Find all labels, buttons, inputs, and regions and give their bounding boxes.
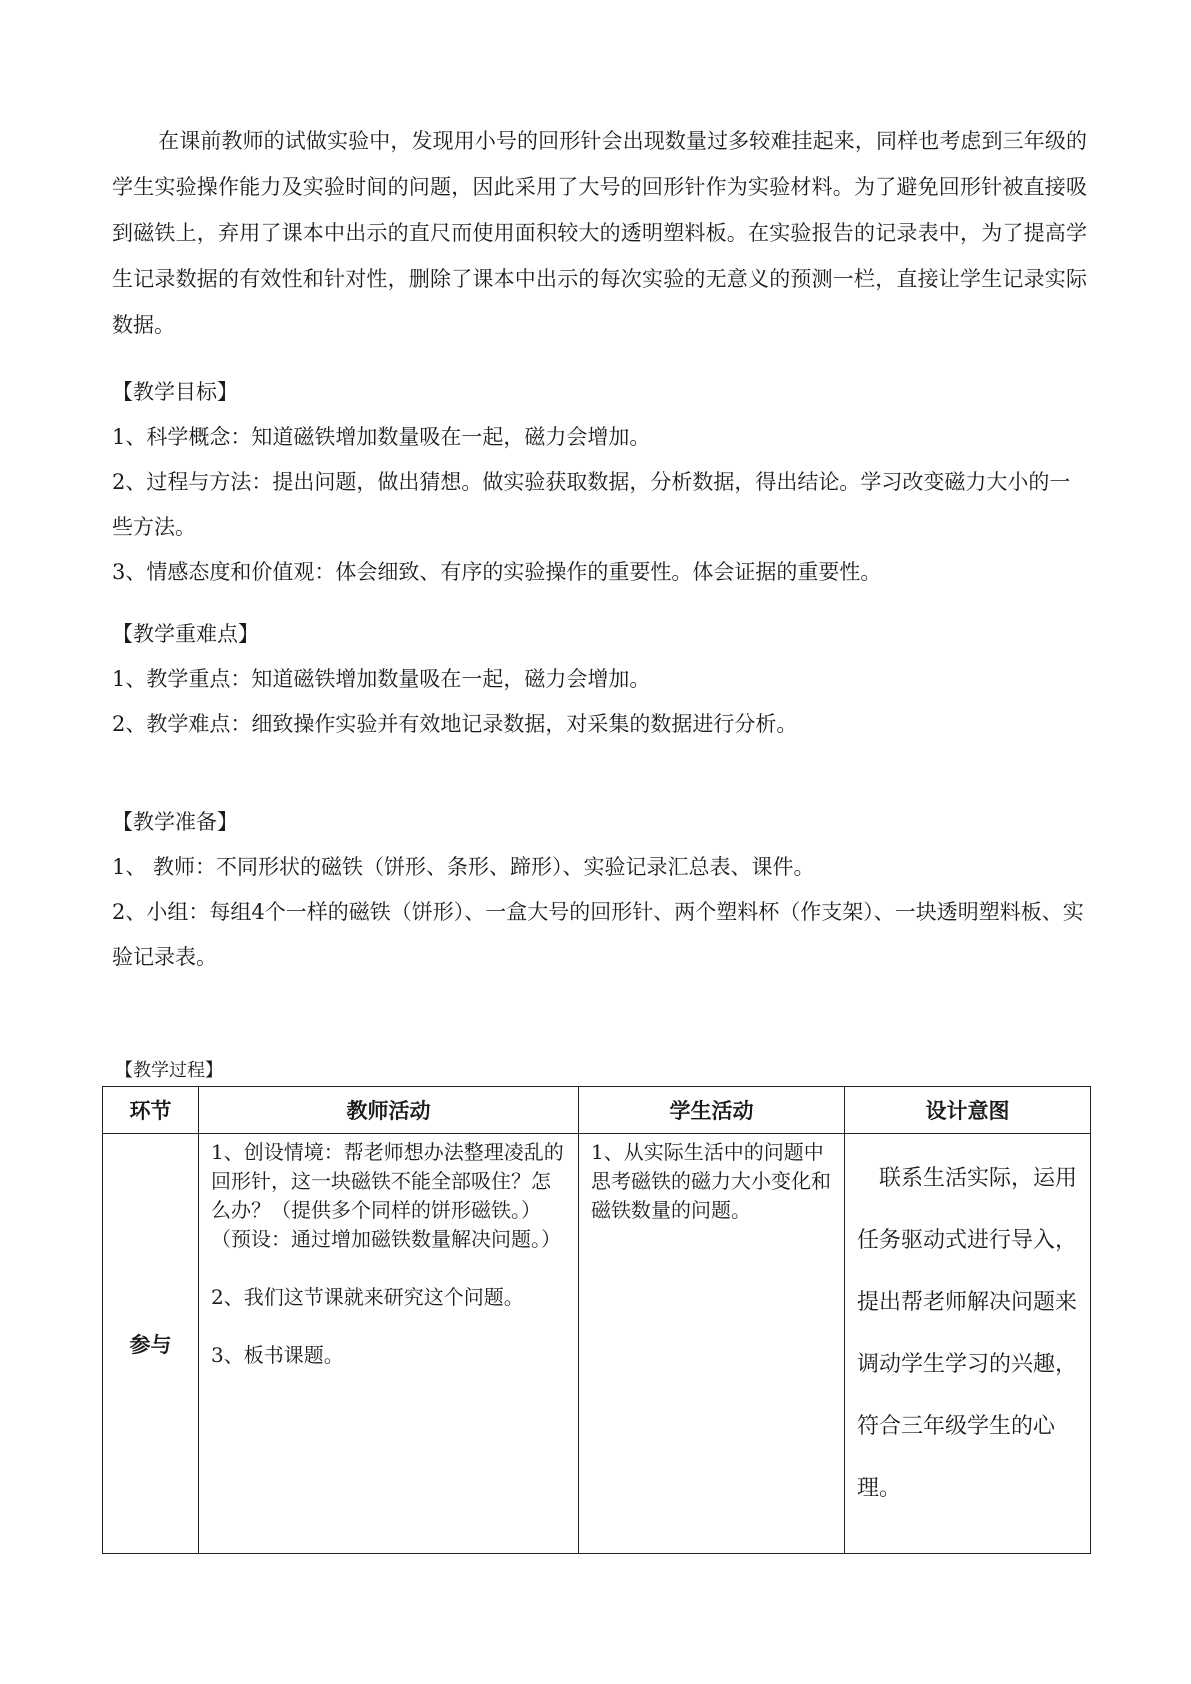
goals-heading: 【教学目标】	[112, 380, 238, 404]
stage-cell: 参与	[103, 1134, 199, 1554]
preparation-item: 1、 教师：不同形状的磁铁（饼形、条形、蹄形）、实验记录汇总表、课件。	[112, 855, 815, 879]
key-points-heading: 【教学重难点】	[112, 622, 259, 646]
teacher-activity-cell	[199, 1134, 579, 1554]
goals-section	[112, 370, 1087, 595]
student-activity-cell: 1、从实际生活中的问题中思考磁铁的磁力大小变化和磁铁数量的问题。	[579, 1134, 845, 1554]
column-header-teacher: 教师活动	[199, 1087, 579, 1134]
teacher-activity-line: （预设：通过增加磁铁数量解决问题。）	[211, 1227, 561, 1251]
intro-text: 在课前教师的试做实验中，发现用小号的回形针会出现数量过多较难挂起来，同样也考虑到三年级的学生实验操作能力及实验时间的问题，因此采用了大号的回形针作为实验材料。为了避免回形针被直接吸到磁铁上，弃用了课本中出示的直尺而使用面积较大的透明塑料板。在实验报告的记录表中，为了提高学生记录数据的有效性和针对性，删除了课本中出示的每次实验的无意义的预测一栏，直接让学生记录实际数据。	[112, 129, 1087, 337]
teacher-activity-line: 2、我们这节课就来研究这个问题。	[211, 1285, 524, 1309]
teacher-activity-line: 3、板书课题。	[211, 1343, 344, 1367]
process-heading: 【教学过程】	[115, 1060, 223, 1081]
preparation-item: 2、小组：每组4个一样的磁铁（饼形）、一盒大号的回形针、两个塑料杯（作支架）、一块透明塑料板、实验记录表。	[112, 900, 1084, 969]
teacher-activity-line: 1、创设情境：帮老师想办法整理凌乱的回形针，这一块磁铁不能全部吸住？怎么办？（提供多个同样的饼形磁铁。）	[211, 1140, 564, 1222]
design-intent-text: 联系生活实际，运用任务驱动式进行导入，提出帮老师解决问题来调动学生学习的兴趣，符合三年级学生的心理。	[857, 1166, 1078, 1501]
preparation-section	[112, 800, 1087, 980]
key-points-section	[112, 612, 1087, 747]
column-header-design: 设计意图	[845, 1087, 1091, 1134]
key-point-item: 2、教学难点：细致操作实验并有效地记录数据，对采集的数据进行分析。	[112, 712, 798, 736]
goal-item: 3、情感态度和价值观：体会细致、有序的实验操作的重要性。体会证据的重要性。	[112, 560, 882, 584]
key-point-item: 1、教学重点：知道磁铁增加数量吸在一起，磁力会增加。	[112, 667, 651, 691]
goal-item: 2、过程与方法：提出问题，做出猜想。做实验获取数据，分析数据，得出结论。学习改变磁力大小的一些方法。	[112, 470, 1071, 539]
table-header-row	[103, 1087, 1091, 1134]
design-intent-cell	[845, 1134, 1091, 1554]
preparation-heading: 【教学准备】	[112, 810, 238, 834]
column-header-stage: 环节	[103, 1087, 199, 1134]
intro-paragraph	[112, 118, 1087, 348]
column-header-student: 学生活动	[579, 1087, 845, 1134]
table-row	[103, 1134, 1091, 1554]
process-table	[102, 1086, 1091, 1554]
goal-item: 1、科学概念：知道磁铁增加数量吸在一起，磁力会增加。	[112, 425, 651, 449]
